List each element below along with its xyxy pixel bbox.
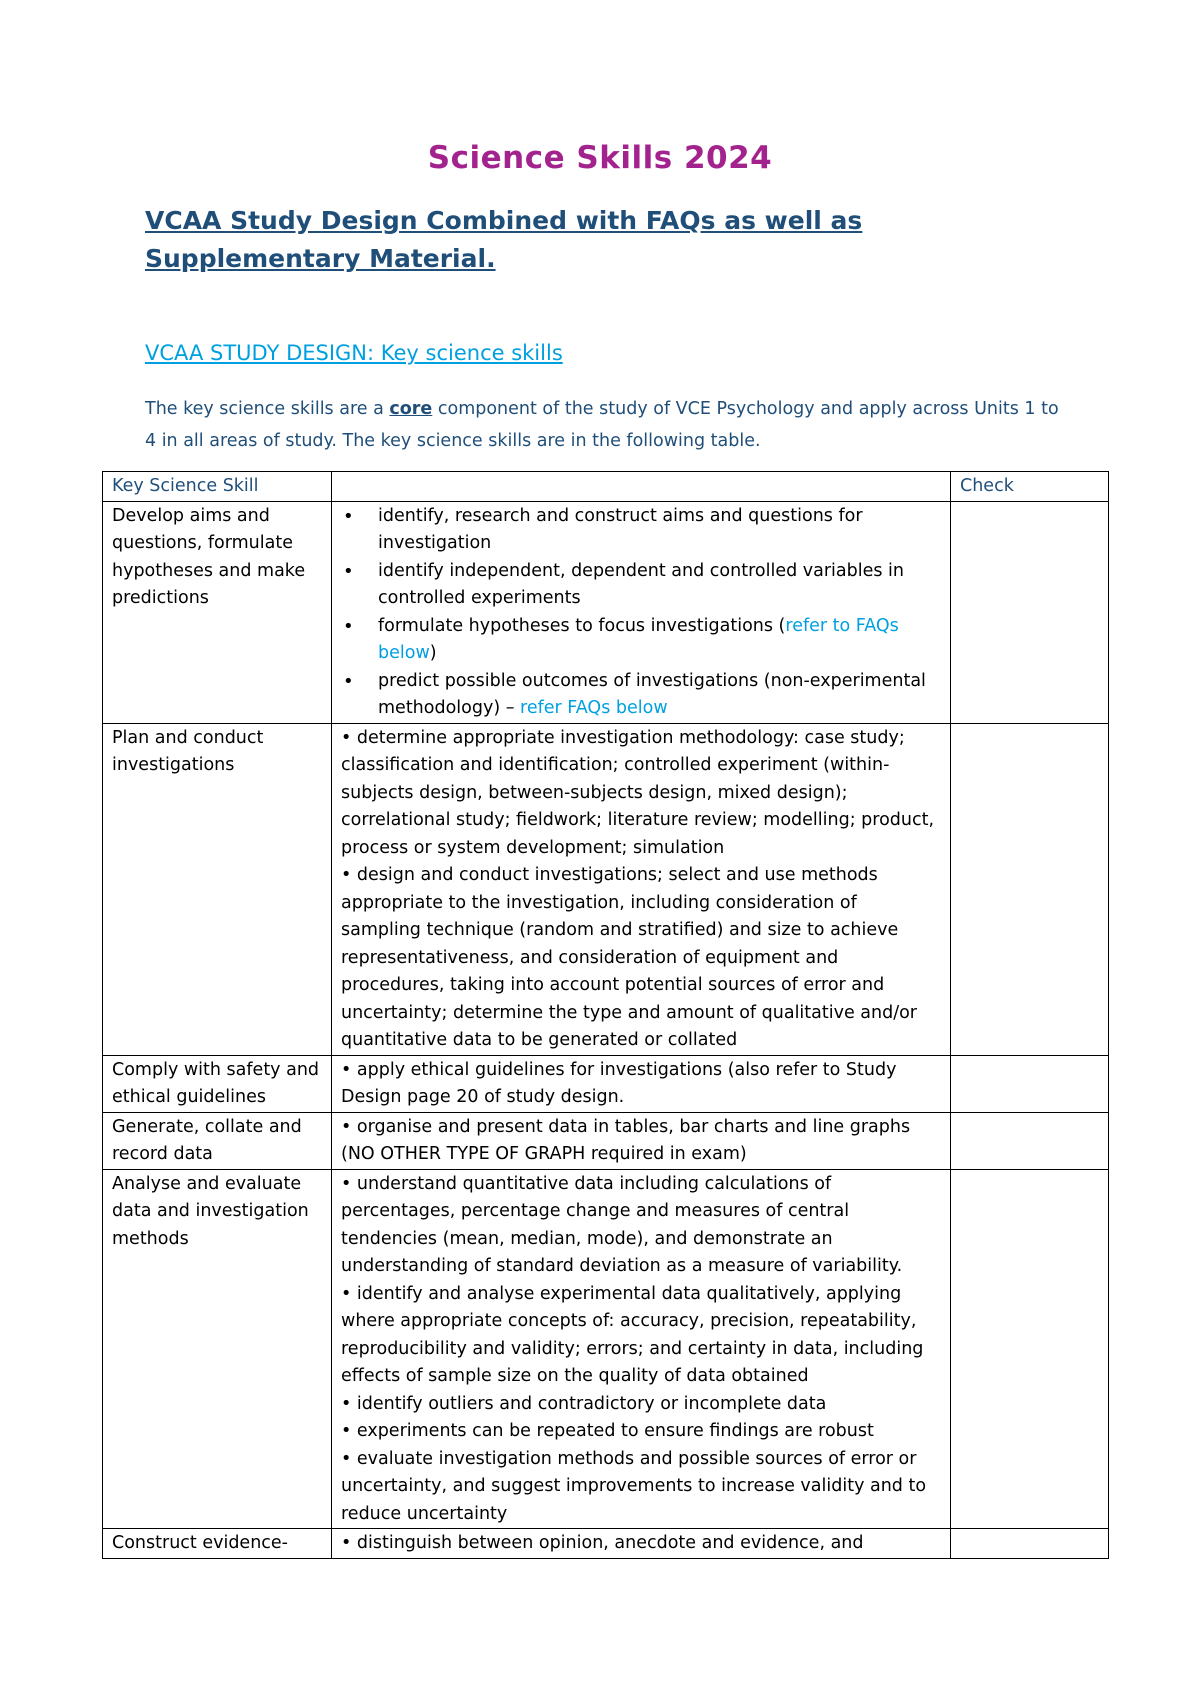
list-item (341, 613, 942, 668)
bullet-tail: ) (429, 643, 437, 663)
description-paragraph: • identify outliers and contradictory or incomplete data (341, 1393, 827, 1414)
description-cell (332, 723, 951, 1055)
bullet-text: predict possible outcomes of investigations (non-experimental methodology) – (378, 670, 926, 718)
description-paragraph: • apply ethical guidelines for investigations (also refer to Study Design page 20 of study design. (341, 1059, 897, 1107)
check-cell[interactable] (951, 1112, 1109, 1169)
document-subtitle: VCAA Study Design Combined with FAQs as well as Supplementary Material. (145, 206, 863, 273)
table-header-row (103, 472, 1109, 502)
skill-cell: Generate, collate and record data (103, 1112, 332, 1169)
description-paragraph: • organise and present data in tables, bar charts and line graphs (NO OTHER TYPE OF GRAPH required in exam) (341, 1116, 911, 1164)
bullet-list (341, 503, 942, 723)
skill-cell: Plan and conduct investigations (103, 723, 332, 1055)
bullet-text: identify independent, dependent and controlled variables in controlled experiments (378, 560, 904, 608)
description-paragraph: • evaluate investigation methods and possible sources of error or uncertainty, and suggest improvements to increase validity and to reduce uncertainty (341, 1448, 927, 1524)
faq-reference-link: refer FAQs below (520, 698, 668, 718)
table-row (103, 1112, 1109, 1169)
description-paragraph: • understand quantitative data including calculations of percentages, percentage change and measures of central tendencies (mean, median, mode), and demonstrate an understanding of standard deviation as a measure of variability. (341, 1173, 903, 1276)
description-cell (332, 1529, 951, 1559)
check-cell[interactable] (951, 1169, 1109, 1529)
intro-text-after: component of the study of VCE Psychology and apply across Units 1 to 4 in all areas of study. The key science skills are in the following table. (145, 399, 1059, 451)
table-row (103, 723, 1109, 1055)
description-cell (332, 1055, 951, 1112)
check-cell[interactable] (951, 501, 1109, 723)
key-science-skills-table (102, 471, 1109, 1559)
intro-paragraph (145, 393, 1065, 457)
table-row (103, 1169, 1109, 1529)
header-check: Check (951, 472, 1109, 502)
description-cell (332, 1112, 951, 1169)
header-description (332, 472, 951, 502)
header-skill: Key Science Skill (103, 472, 332, 502)
check-cell[interactable] (951, 723, 1109, 1055)
skill-cell: Comply with safety and ethical guidelines (103, 1055, 332, 1112)
faq-reference-link: refer to FAQs below (378, 615, 899, 663)
document-title: Science Skills 2024 (427, 140, 773, 176)
skill-cell: Analyse and evaluate data and investigation methods (103, 1169, 332, 1529)
description-paragraph: • determine appropriate investigation methodology: case study; classification and identification; controlled experiment (within-subjects design, between-subjects design, mixed design); correlational study; fieldwork; literature review; modelling; product, process or system development; simulation (341, 727, 935, 858)
section-heading: VCAA STUDY DESIGN: Key science skills (145, 341, 563, 365)
table-row (103, 1055, 1109, 1112)
description-cell (332, 1169, 951, 1529)
bullet-text: formulate hypotheses to focus investigations ( (378, 615, 786, 636)
check-cell[interactable] (951, 1055, 1109, 1112)
description-paragraph: • design and conduct investigations; select and use methods appropriate to the investigation, including consideration of sampling technique (random and stratified) and size to achieve representativeness, and consideration of equipment and procedures, taking into account potential sources of error and uncertainty; determine the type and amount of qualitative and/or quantitative data to be generated or collated (341, 865, 918, 1050)
table-row (103, 1529, 1109, 1559)
description-paragraph: • distinguish between opinion, anecdote and evidence, and (341, 1533, 864, 1553)
description-paragraph: • identify and analyse experimental data qualitatively, applying where appropriate concepts of: accuracy, precision, repeatability, reproducibility and validity; errors; and certainty in data, including effects of sample size on the quality of data obtained (341, 1283, 924, 1386)
skill-cell: Develop aims and questions, formulate hypotheses and make predictions (103, 501, 332, 723)
check-cell[interactable] (951, 1529, 1109, 1559)
intro-emphasis: core (389, 399, 433, 419)
bullet-text: identify, research and construct aims and questions for investigation (378, 505, 863, 553)
description-cell (332, 501, 951, 723)
description-paragraph: • experiments can be repeated to ensure findings are robust (341, 1421, 874, 1441)
table-row (103, 501, 1109, 723)
list-item (341, 503, 942, 558)
list-item (341, 668, 942, 723)
list-item (341, 558, 942, 613)
skill-cell: Construct evidence- (103, 1529, 332, 1559)
intro-text-before: The key science skills are a (145, 399, 390, 419)
